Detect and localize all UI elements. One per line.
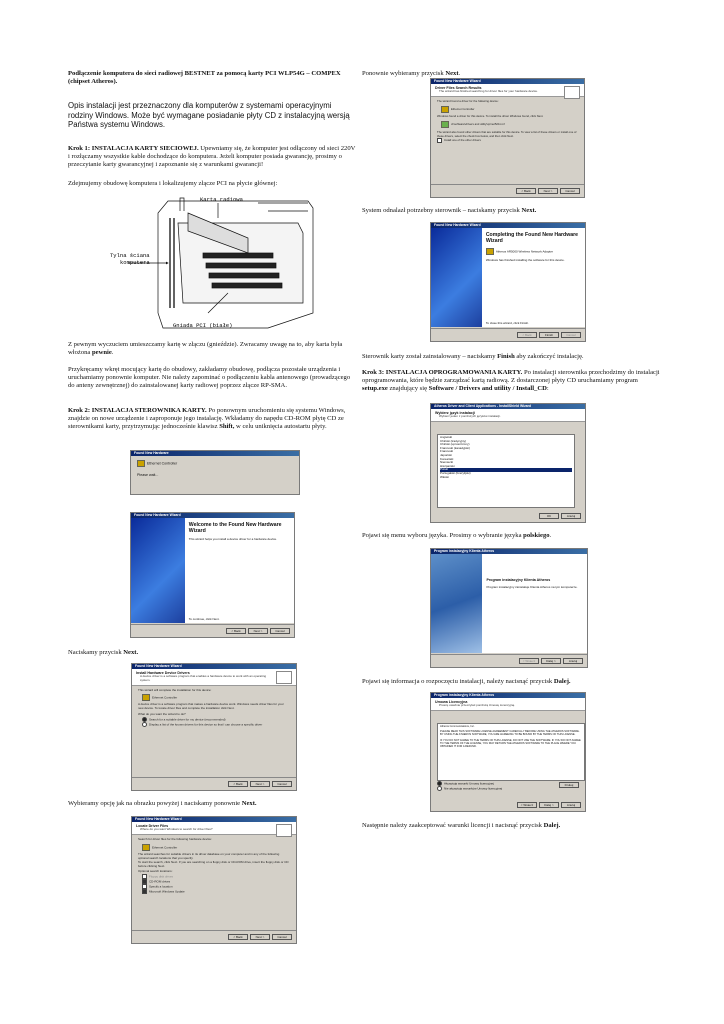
next-button[interactable]: Next > bbox=[538, 188, 558, 194]
insert-card-text: Z pewnym wyczuciem umieszczamy kartę w złączu (gnieździe). Zwracamy uwagę na to, aby karta była włożona pewnie. bbox=[68, 341, 343, 357]
step3-heading: Krok 3: INSTALACJA OPROGRAMOWANIA KARTY. bbox=[362, 369, 523, 376]
step2-paragraph: Krok 2: INSTALACJA STEROWNIKA KARTY. Po ponownym uruchomieniu się systemu Windows, znajdzie on nowe urządzenie i zaproponuje jego instalację. Wkładamy do napędu CD-ROM płytę CD ze sterownikami karty, przytrzymując jednocześnie klawisz Shift, w celu uniknięcia autostartu płyty. bbox=[68, 407, 346, 431]
language-option[interactable]: Polski bbox=[440, 468, 572, 472]
wizard-banner bbox=[431, 228, 482, 327]
back-button[interactable]: < Back bbox=[516, 188, 536, 194]
wizard-banner bbox=[431, 554, 482, 653]
language-option[interactable]: Chiński (tradycyjny) bbox=[440, 438, 467, 443]
hardware-icon bbox=[276, 671, 292, 684]
intro-paragraph: Opis instalacji jest przeznaczony dla komputerów z systemami operacyjnymi rodziny Windows. Może być wymagane posiadanie płyty CD z instalacyjną wersją Państwa systemu Windows. bbox=[68, 101, 350, 130]
card-label: Karta radiowa bbox=[200, 196, 243, 203]
step1-paragraph bbox=[68, 145, 358, 170]
cancel-button[interactable]: Cancel bbox=[270, 628, 290, 634]
language-list[interactable] bbox=[437, 434, 575, 508]
click-next-text: Naciskamy przycisk Next. bbox=[68, 649, 139, 656]
decline-radio[interactable] bbox=[437, 786, 442, 791]
language-option[interactable]: Angielski bbox=[440, 435, 453, 439]
back-wall-label: Tylna ściana komputera bbox=[110, 252, 150, 266]
language-option[interactable]: Francuski (kanadyjski) bbox=[440, 445, 470, 450]
back-button[interactable]: < Wstecz bbox=[517, 802, 537, 808]
driver-file-icon bbox=[441, 121, 449, 128]
cancel-button[interactable]: Anuluj bbox=[561, 802, 581, 808]
network-card-icon bbox=[142, 844, 150, 851]
next-button[interactable]: Next > bbox=[250, 934, 270, 940]
back-button[interactable]: < Back bbox=[228, 781, 248, 787]
step2-heading: Krok 2: INSTALACJA STEROWNIKA KARTY. bbox=[68, 407, 207, 414]
next-button[interactable]: Dalej > bbox=[541, 658, 561, 664]
locate-drivers-screenshot: Found New Hardware Wizard Locate Driver Files Where do you want Windows to search for driver files? Search for driver files for the following hardware device: Ethernet Controller The wizard searches for suitable drivers in its driver database on your computer and in any of the following optional search locations that you specify. To start the search, click Next. If you are searching on a floppy disk or CD-ROM drive, insert the floppy disk or CD before clicking Next. Optional search locations: Floppy disk drives CD-ROM drives Specify a location Microsoft Windows Update < Back Next > Cancel bbox=[131, 816, 297, 944]
network-card-icon bbox=[137, 460, 145, 467]
install-info-text: Pojawi się informacja o rozpoczęciu instalacji, należy nacisnąć przycisk Dalej. bbox=[362, 678, 571, 685]
driver-installed-text: Sterownik karty został zainstalowany – naciskamy Finish aby zakończyć instalację. bbox=[362, 353, 584, 360]
language-option[interactable]: Portugalski (brazylijski) bbox=[440, 470, 471, 475]
back-button[interactable]: < Wstecz bbox=[519, 658, 539, 664]
network-card-icon bbox=[441, 106, 449, 113]
again-next-text: Ponownie wybieramy przycisk Next. bbox=[362, 70, 461, 77]
language-text: Pojawi się menu wyboru języka. Prosimy o wybranie języka polskiego. bbox=[362, 532, 552, 539]
driver-found-text: System odnalazł potrzebny sterownik – naciskamy przycisk Next. bbox=[362, 207, 537, 214]
hardware-icon bbox=[276, 824, 292, 837]
screw-text: Przykręcamy wkręt mocujący kartę do obudowy, zakładamy obudowę, podłącza pozostałe urządzenia i uruchamiamy ponownie komputer. Nie należy zapominać o podłączeniu kabla antenowego (prowadzącego do anteny zewnętrznej) do zainstalowanej karty radiowej poprzez złącze RP-SMA. bbox=[68, 366, 351, 390]
cancel-button[interactable]: Anuluj bbox=[563, 658, 583, 664]
language-option[interactable]: Francuski bbox=[440, 449, 454, 454]
back-button[interactable]: < Back bbox=[517, 332, 537, 338]
language-option[interactable]: Hiszpański bbox=[440, 463, 455, 468]
wizard-banner bbox=[131, 518, 185, 623]
hardware-icon bbox=[564, 86, 580, 99]
license-screenshot: Program instalacyjny Klienta Atheros Umowa Licencyjna Proszę uważnie przeczytać poniższą Umowę Licencyjną. Atheros Communications, Inc. PLEASE READ THIS SOFTWARE LICENSE AGREEMENT CAREFULLY BEFORE USING THE ATHEROS SOFTWARE. BY USING THE ATHEROS SOFTWARE, YOU ARE AGREEING TO BE BOUND BY THE TERMS OF THIS LICENSE. IF YOU DO NOT AGREE TO THE TERMS OF THIS LICENSE, DO NOT USE THE SOFTWARE. IF YOU DO NOT AGREE TO THE TERMS OF THE LICENSE, YOU MAY RETURN THE ATHEROS SOFTWARE TO THE PLACE WHERE YOU OBTAINED IT FOR A REFUND. Akceptuję warunki Umowy licencyjnej Nie akceptuję warunków Umowy licencyjnej Drukuj < Wstecz Dalej > Anuluj bbox=[430, 692, 586, 812]
print-button[interactable]: Drukuj bbox=[559, 782, 579, 788]
document-title: Podłączenie komputera do sieci radiowej BESTNET za pomocą karty PCI WLP54G – COMPEX (chipset Atheros). bbox=[68, 70, 341, 86]
choose-option-text: Wybieramy opcję jak na obrazku powyżej i naciskamy ponownie Next. bbox=[68, 800, 257, 807]
back-button[interactable]: < Back bbox=[226, 628, 246, 634]
next-button[interactable]: Dalej > bbox=[539, 802, 559, 808]
found-new-hardware-dialog: Found New Hardware Ethernet Controller Please wait... bbox=[130, 450, 300, 495]
cancel-button[interactable]: Cancel bbox=[561, 332, 581, 338]
pci-slot-diagram bbox=[108, 193, 318, 333]
language-option[interactable]: Japoński bbox=[440, 452, 452, 457]
cancel-button[interactable]: Cancel bbox=[272, 934, 292, 940]
language-option[interactable]: Chiński (uproszczony) bbox=[440, 442, 470, 447]
language-select-screenshot: Atheros Driver and Client Applications - InstallShield Wizard Wybierz język instalacji Wybierz jeden z poniższych języków instalacji. Angielski Chiński (tradycyjny) Chiński (uproszczony) Francuski (kanadyjski) Francuski Japoński Koreański Niemiecki Hiszpański Polski Portugalski (brazylijski) Włoski OK Anuluj bbox=[430, 403, 586, 523]
step1-text: Upewniamy się, że komputer jest odłączony od sieci 220V i rozłączamy wszystkie kable dochodzące do komputera. Jeżeli komputer posiada gwarancję, prosimy o przeczytanie karty gwarancyjnej i zapoznanie się z warunkami gwarancji! bbox=[68, 145, 356, 169]
network-card-icon bbox=[142, 694, 150, 701]
cancel-button[interactable]: Cancel bbox=[560, 188, 580, 194]
search-results-screenshot: Found New Hardware Wizard Driver Files Search Results The wizard has finished searching for driver files for your hardware device. The wizard found a driver for the following device: Ethernet Controller Windows found a driver for this device. To install the driver Windows found, click Next. d:\software\drivers and utility\xp\net5211.inf The wizard also found other drivers that are suitable for this device. To view a list of these drivers or install one of these drivers, select the check box below, and then click Next. Install one of the other drivers < Back Next > Cancel bbox=[430, 78, 585, 198]
list-option-radio[interactable] bbox=[142, 722, 147, 727]
welcome-wizard-screenshot: Found New Hardware Wizard Welcome to the Found New Hardware Wizard This wizard helps you install a device driver for a hardware device. To continue, click Next. < Back Next > Cancel bbox=[130, 512, 295, 638]
polish-welcome-screenshot: Program instalacyjny Klienta Atheros Program instalacyjny Klienta Atheros Program instalacyjny zainstaluje Klienta Atheros na tym komputerze. < Wstecz Dalej > Anuluj bbox=[430, 548, 588, 668]
pci-slot-label: Gniada PCI (białe) bbox=[173, 322, 233, 329]
step1-heading: Krok 1: INSTALACJA KARTY SIECIOWEJ. bbox=[68, 145, 199, 152]
license-text-box[interactable]: Atheros Communications, Inc. PLEASE READ THIS SOFTWARE LICENSE AGREEMENT CAREFULLY BEFORE USING THE ATHEROS SOFTWARE. BY USING THE ATHEROS SOFTWARE, YOU ARE AGREEING TO BE BOUND BY THE TERMS OF THIS LICENSE. IF YOU DO NOT AGREE TO THE TERMS OF THIS LICENSE, DO NOT USE THE SOFTWARE. IF YOU DO NOT AGREE TO THE TERMS OF THE LICENSE, YOU MAY RETURN THE ATHEROS SOFTWARE TO THE PLACE WHERE YOU OBTAINED IT FOR A REFUND. bbox=[437, 723, 585, 781]
other-drivers-checkbox[interactable] bbox=[437, 138, 442, 143]
open-case-text: Zdejmujemy obudowę komputera i lokalizujemy złącze PCI na płycie głównej: bbox=[68, 180, 278, 187]
next-button[interactable]: Next > bbox=[248, 628, 268, 634]
language-option[interactable]: Włoski bbox=[440, 474, 449, 479]
language-option[interactable]: Koreański bbox=[440, 456, 454, 461]
windows-update-checkbox[interactable] bbox=[142, 889, 147, 894]
ok-button[interactable]: OK bbox=[539, 513, 559, 519]
license-accept-text: Następnie należy zaakceptować warunki licencji i nacisnąć przycisk Dalej. bbox=[362, 822, 561, 829]
cancel-button[interactable]: Cancel bbox=[272, 781, 292, 787]
language-option[interactable]: Niemiecki bbox=[440, 460, 454, 465]
back-button[interactable]: < Back bbox=[228, 934, 248, 940]
finish-button[interactable]: Finish bbox=[539, 332, 559, 338]
completing-wizard-screenshot: Found New Hardware Wizard Completing the Found New Hardware Wizard Atheros AR5000 Wireless Network Adapter Windows has finished installing the software for this device. To close this wizard, click Finish. < Back Finish Cancel bbox=[430, 222, 586, 342]
step3-paragraph: Krok 3: INSTALACJA OPROGRAMOWANIA KARTY. Po instalacji sterownika przechodzimy do instalacji oprogramowania, które będzie zarządzać kartą radiową. Z dostarczonej płyty CD uruchamiamy program setup.exe znajdujący się Software / Drivers and utility / Install_CD: bbox=[362, 369, 660, 393]
network-card-icon bbox=[486, 248, 494, 255]
next-button[interactable]: Next > bbox=[250, 781, 270, 787]
cancel-button[interactable]: Anuluj bbox=[561, 513, 581, 519]
install-drivers-screenshot: Found New Hardware Wizard Install Hardware Device Drivers A device driver is a software program that enables a hardware device to work with an operating system. This wizard will complete the installation for this device: Ethernet Controller A device driver is a software program that makes a hardware device work. Windows needs driver files for your new device. To locate driver files and complete the installation click Next. What do you want the wizard to do? Search for a suitable driver for my device (recommended) Display a list of the known drivers for this device so that I can choose a specific driver < Back Next > Cancel bbox=[131, 663, 297, 791]
